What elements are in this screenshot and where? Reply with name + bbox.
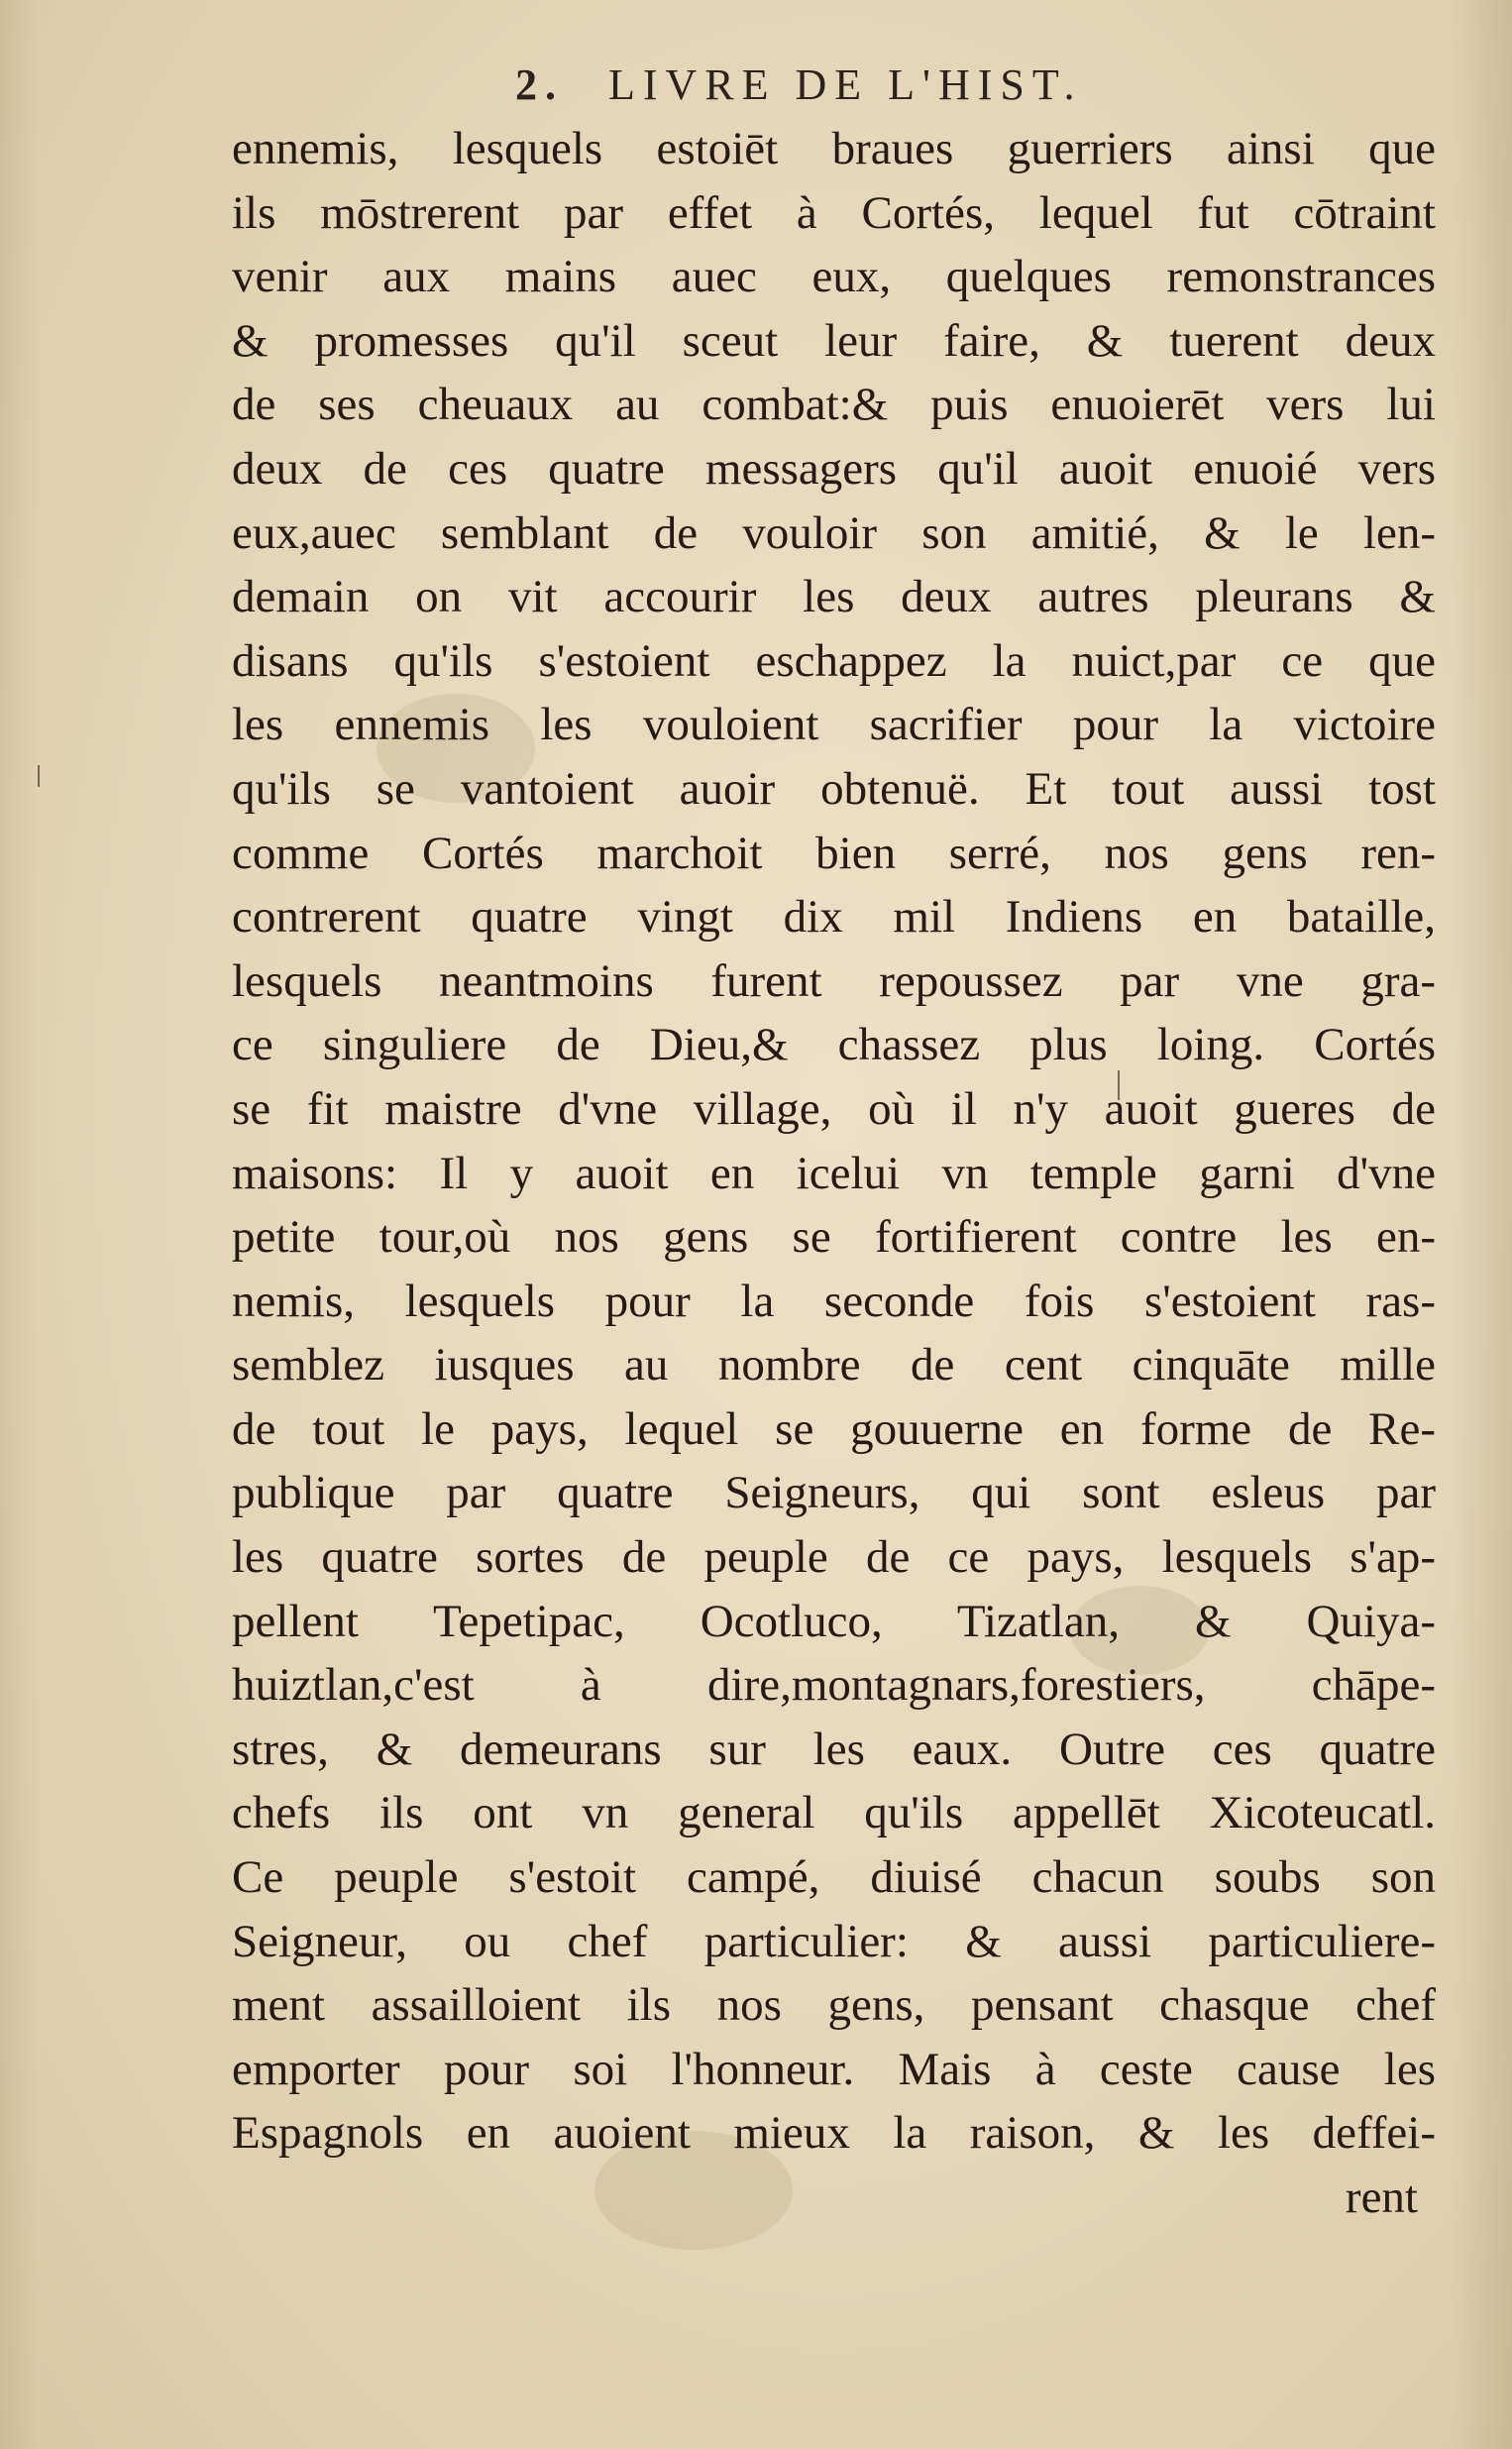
text-line: nemis, lesquels pour la seconde fois s'estoient ras- — [232, 1275, 1436, 1327]
text-line: se fit maistre d'vne village, où il n'y auoit gueres de — [232, 1082, 1436, 1135]
text-line: maisons: Il y auoit en icelui vn temple garni d'vne — [232, 1147, 1436, 1199]
page-number: 2. — [515, 60, 564, 109]
text-line: contrerent quatre vingt dix mil Indiens en bataille, — [232, 891, 1436, 944]
text-line: disans qu'ils s'estoient eschappez la nuict,par ce que — [232, 634, 1436, 687]
text-line: pellent Tepetipac, Ocotluco, Tizatlan, & Quiya- — [232, 1595, 1436, 1647]
text-line: ennemis, lesquels estoiēt braues guerriers ainsi que — [232, 123, 1436, 174]
text-line: ment assailloient ils nos gens, pensant chasque chef — [232, 1979, 1436, 2032]
running-title: LIVRE DE L'HIST. — [608, 60, 1083, 109]
text-line: demain on vit accourir les deux autres pleurans & — [232, 571, 1436, 623]
text-line: venir aux mains auec eux, quelques remonstrances — [232, 251, 1436, 303]
text-line: eux,auec semblant de vouloir son amitié, & le len- — [232, 506, 1436, 559]
margin-mark — [38, 765, 40, 787]
page-gutter-shadow — [0, 0, 40, 2449]
text-line: ce singuliere de Dieu,& chassez plus loing. Cortés — [232, 1019, 1436, 1071]
text-line: semblez iusques au nombre de cent cinquāte mille — [232, 1339, 1436, 1391]
text-line: lesquels neantmoins furent repoussez par vne gra- — [232, 954, 1436, 1007]
text-line: ils mōstrerent par effet à Cortés, lequel fut cōtraint — [232, 186, 1436, 239]
text-line: les ennemis les vouloient sacrifier pour la victoire — [232, 699, 1436, 751]
text-line: deux de ces quatre messagers qu'il auoit enuoié vers — [232, 442, 1436, 495]
running-header — [515, 59, 1209, 119]
text-line: emporter pour soi l'honneur. Mais à ceste cause les — [232, 2043, 1436, 2095]
text-line: les quatre sortes de peuple de ce pays, lesquels s'ap- — [232, 1531, 1436, 1584]
text-line: huiztlan,c'est à dire,montagnars,forestiers, chāpe- — [232, 1659, 1436, 1712]
text-line: de ses cheuaux au combat:& puis enuoierēt vers lui — [232, 379, 1436, 431]
text-line: Espagnols en auoient mieux la raison, & les deffei- — [232, 2107, 1436, 2160]
text-line: qu'ils se vantoient auoir obtenuë. Et tout aussi tost — [232, 762, 1436, 815]
text-line: de tout le pays, lequel se gouuerne en forme de Re- — [232, 1402, 1436, 1455]
catchword: rent — [1345, 2171, 1418, 2223]
text-line: Ce peuple s'estoit campé, diuisé chacun soubs son — [232, 1851, 1436, 1904]
page-edge-shadow — [1453, 0, 1512, 2449]
text-line: Seigneur, ou chef particulier: & aussi particuliere- — [232, 1915, 1436, 1967]
text-line: publique par quatre Seigneurs, qui sont esleus par — [232, 1467, 1436, 1519]
text-line: petite tour,où nos gens se fortifierent contre les en- — [232, 1211, 1436, 1264]
text-line: stres, & demeurans sur les eaux. Outre ces quatre — [232, 1723, 1436, 1775]
text-line: chefs ils ont vn general qu'ils appellēt Xicoteucatl. — [232, 1787, 1436, 1839]
text-line: comme Cortés marchoit bien serré, nos gens ren- — [232, 827, 1436, 879]
text-line: & promesses qu'il sceut leur faire, & tuerent deux — [232, 314, 1436, 367]
body-text — [232, 117, 1436, 2230]
